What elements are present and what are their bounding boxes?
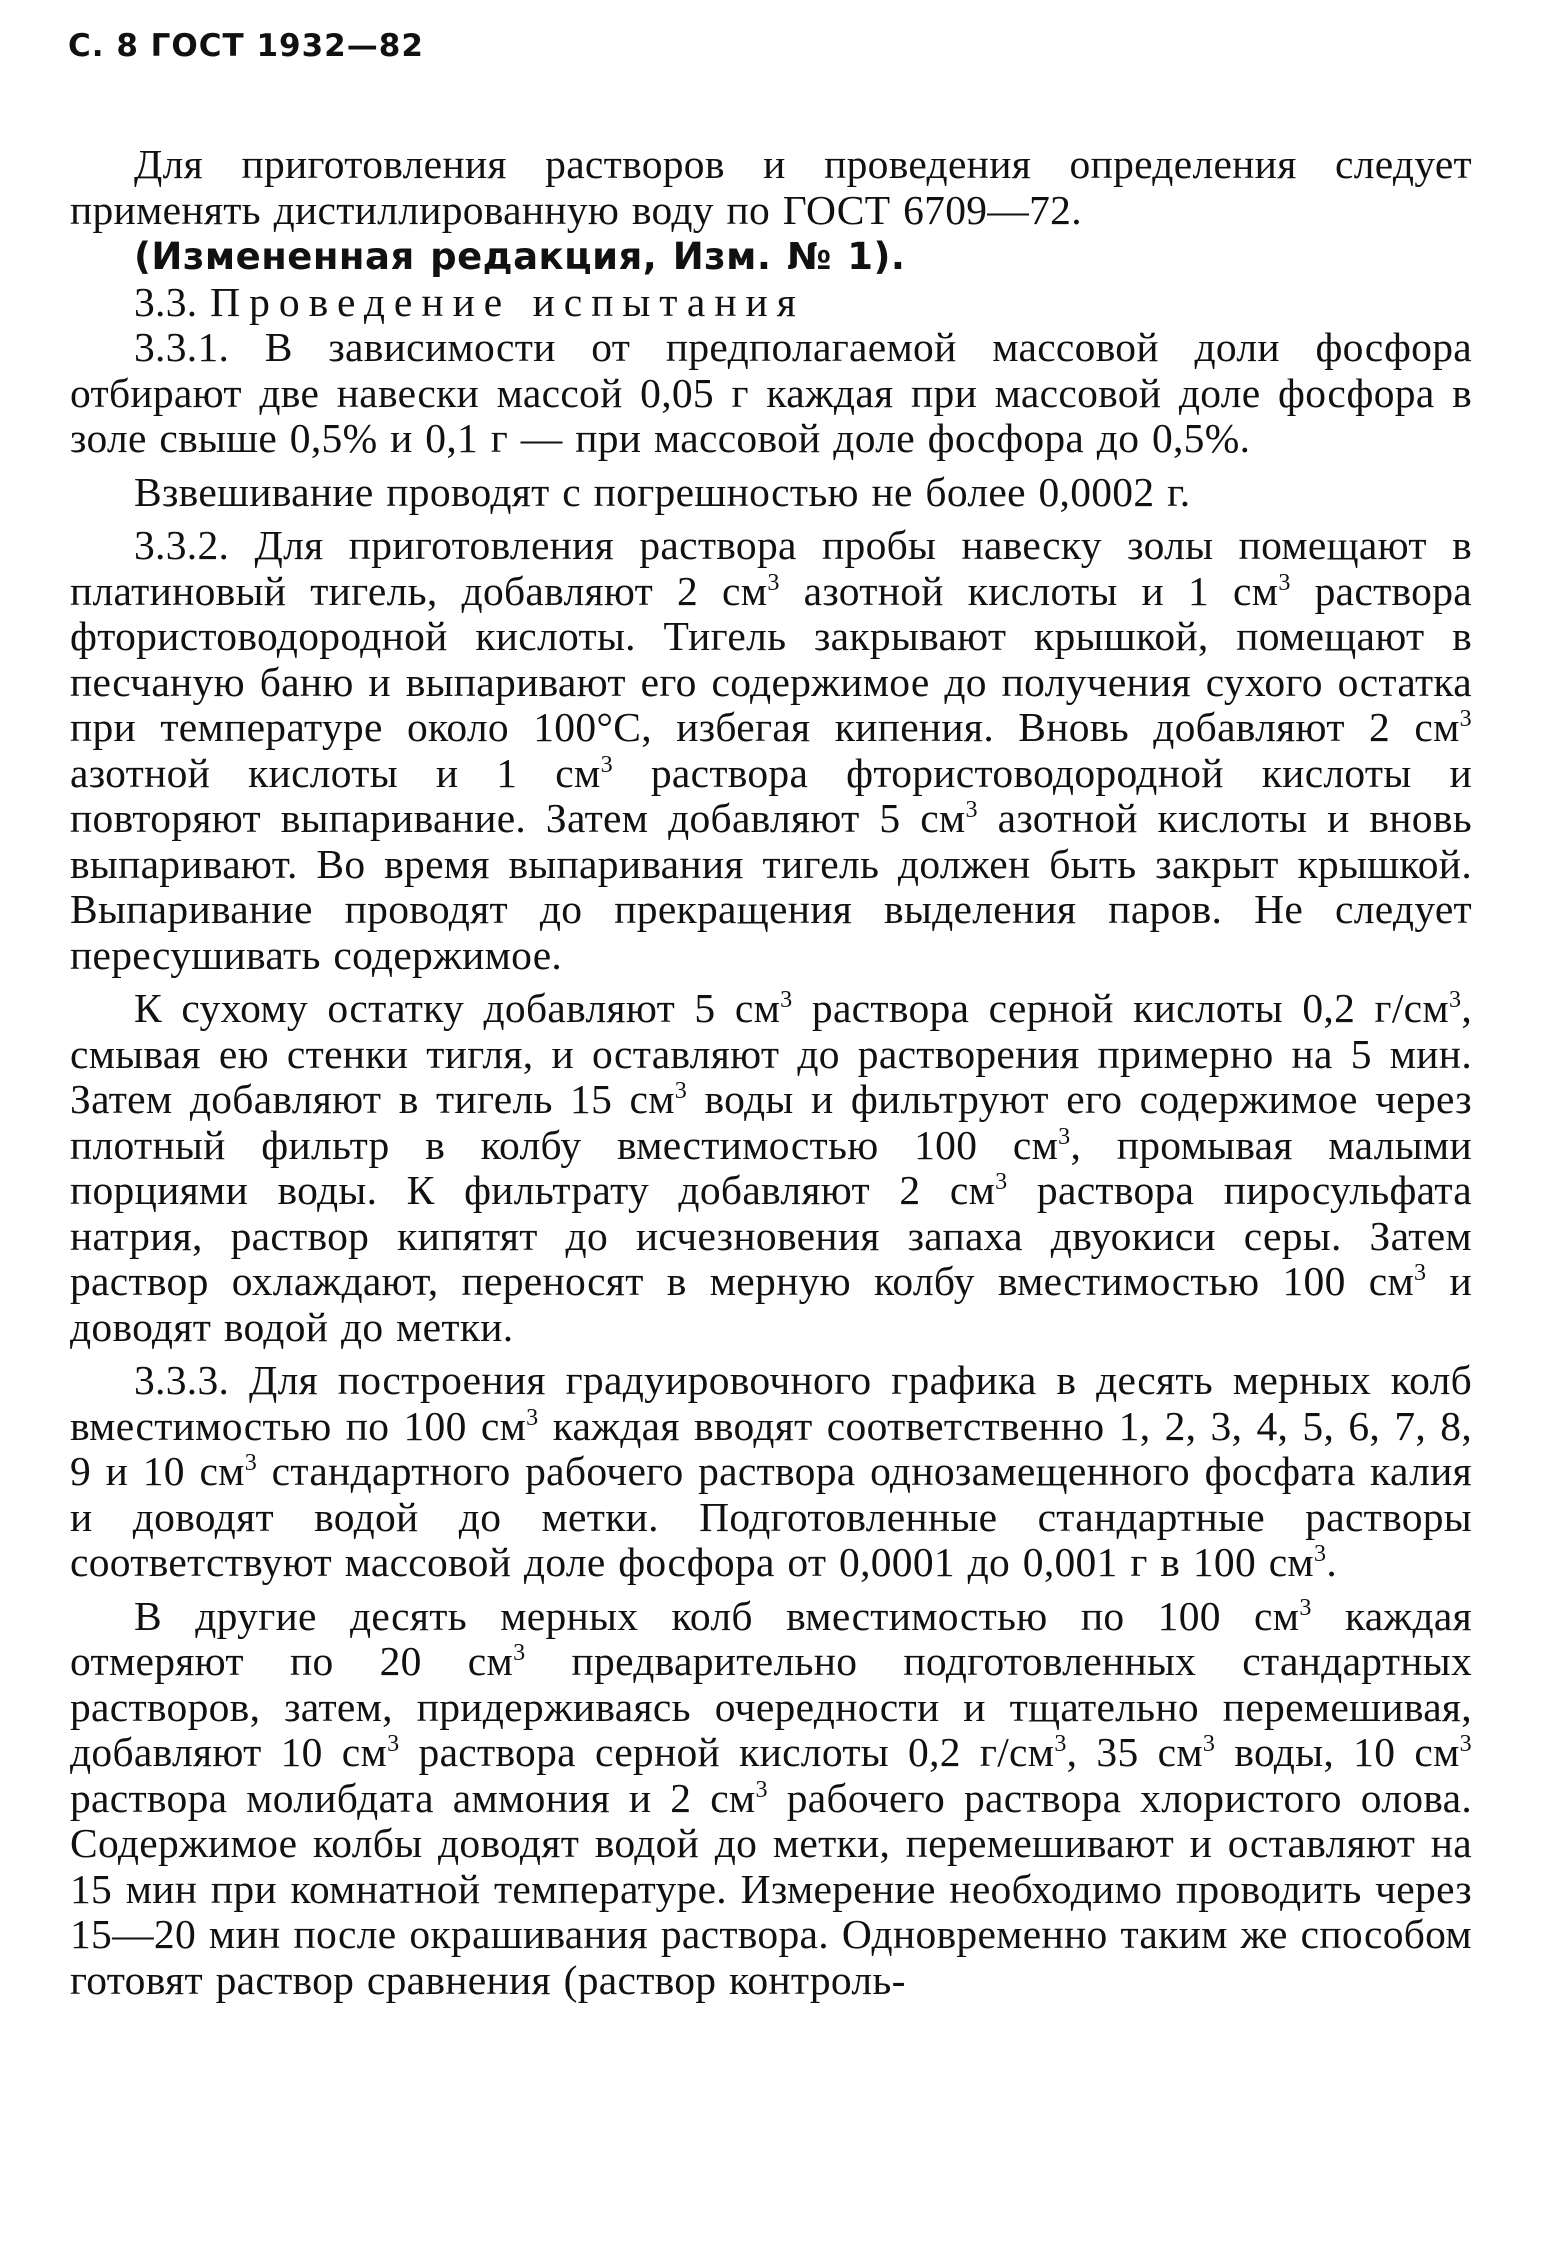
paragraph-weighing: Взвешивание проводят с погрешностью не более 0,0002 г. — [134, 468, 1191, 515]
section-heading-test-procedure: 3.3. Проведение испытания — [134, 278, 805, 325]
paragraph-3-3-1: 3.3.1. В зависимости от предполагаемой массовой доли фосфора отбирают две навески массой 0,05 г каждая при массовой доле фосфора в золе свыше 0,5% и 0,1 г — при массовой доле фосфора до 0,5%. — [70, 324, 1472, 461]
running-header: С. 8 ГОСТ 1932—82 — [68, 28, 424, 64]
revision-note-text: (Измененная редакция, Изм. № 1). — [134, 235, 906, 278]
paragraph-dry-residue: К сухому остатку добавляют 5 $см^3$ раствора серной кислоты 0,2 $г/см^3$, смывая ею стенки тигля, и оставляют до растворения примерно на 5 мин. Затем добавляют в тигель 15 $см^3$ воды и фильтруют его содержимое через плотный фильтр в колбу вместимостью 100 $см^3$, промывая малыми порциями воды. К фильтрату добавляют 2 $см^3$ раствора пиросульфата натрия, раствор кипятят до исчезновения запаха двуокиси серы. Затем раствор охлаждают, переносят в мерную колбу вместимостью 100 $см^3$ и доводят водой до метки. — [70, 985, 1473, 1350]
paragraph-distilled-water: Для приготовления растворов и проведения определения следует применять дистиллированную воду по ГОСТ 6709—72. — [70, 141, 1472, 233]
paragraph-ten-flasks: В другие десять мерных колб вместимостью по 100 $см^3$ каждая отмеряют по 20 $см^3$ предварительно подготовленных стандартных растворов, затем, придерживаясь очередности и тщательно перемешивая, добавляют 10 $см^3$ раствора серной кислоты 0,2 $г/см^3$, 35 $см^3$ воды, 10 $см^3$ раствора молибдата аммония и 2 $см^3$ рабочего раствора хлористого олова. Содержимое колбы доводят водой до метки, перемешивают и оставляют на 15 мин при комнатной температуре. Измерение необходимо проводить через 15—20 мин после окрашивания раствора. Одновременно таким же способом готовят раствор сравнения (раствор контроль- — [70, 1592, 1473, 2003]
paragraph-3-3-2: 3.3.2. Для приготовления раствора пробы навеску золы помещают в платиновый тигель, добавляют 2 $см^3$ азотной кислоты и 1 $см^3$ раствора фтористоводородной кислоты. Тигель закрывают крышкой, помещают в песчаную баню и выпаривают его содержимое до получения сухого остатка при температуре около 100°С, избегая кипения. Вновь добавляют 2 $см^3$ азотной кислоты и 1 $см^3$ раствора фтористоводородной кислоты и повторяют выпаривание. Затем добавляют 5 $см^3$ азотной кислоты и вновь выпаривают. Во время выпаривания тигель должен быть закрыт крышкой. Выпаривание проводят до прекращения выделения паров. Не следует пересушивать содержимое. — [70, 522, 1472, 978]
document-body — [70, 142, 1472, 2003]
paragraph-3-3-3: 3.3.3. Для построения градуировочного графика в десять мерных колб вместимостью по 100 $см^3$ каждая вводят соответственно 1, 2, 3, 4, 5, 6, 7, 8, 9 и 10 $см^3$ стандартного рабочего раствора однозамещенного фосфата калия и доводят водой до метки. Подготовленные стандартные растворы соответствуют массовой доле фосфора от 0,0001 до 0,001 г в 100 $см^3$. — [70, 1357, 1472, 1585]
paragraph-revision-note — [70, 233, 1472, 280]
